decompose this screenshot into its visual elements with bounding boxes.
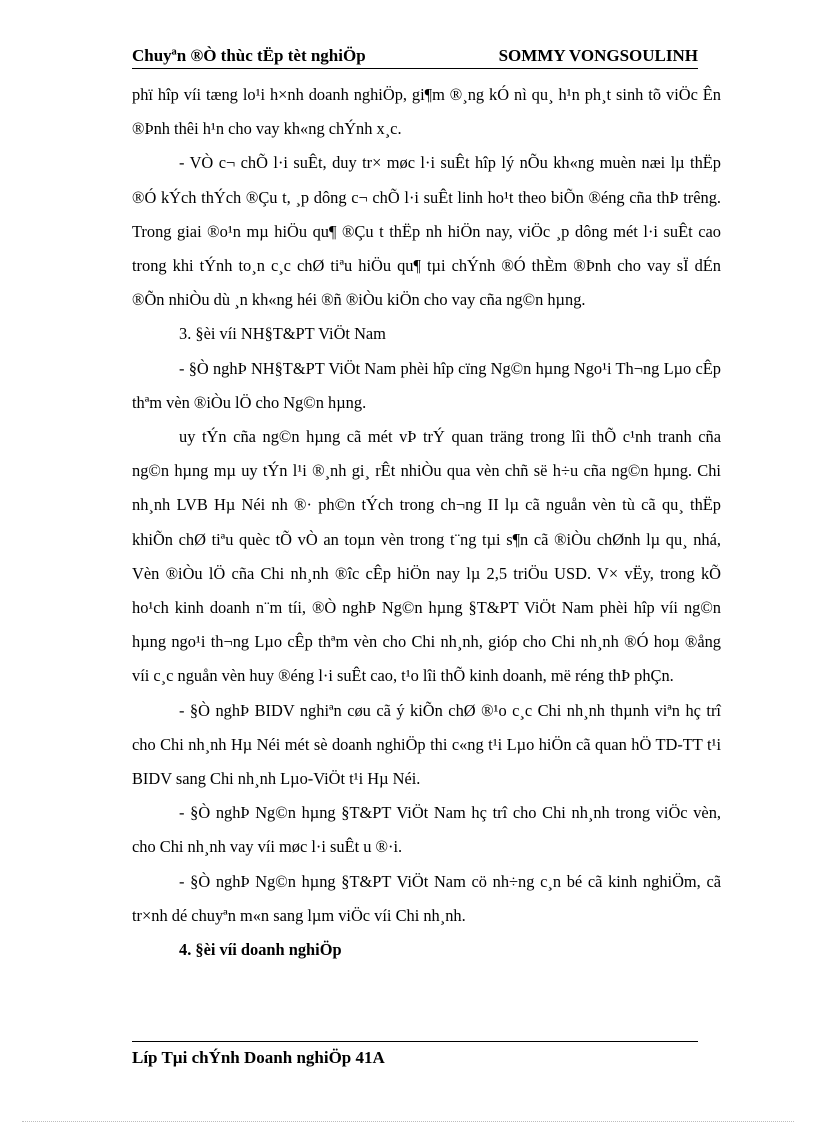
header-title: Chuyªn ®Ò thùc tËp tèt nghiÖp	[132, 46, 366, 65]
paragraph-staff-proposal: - §Ò nghÞ Ng©n hµng §T&PT ViÖt Nam cö nh÷ng c¸n bé cã kinh nghiÖm, cã tr×nh dé chuyªn m«n sang lµm viÖc víi Chi nh¸nh.	[132, 871, 721, 925]
section-heading-3: 3. §èi víi NH§T&PT ViÖt Nam	[179, 324, 386, 344]
paragraph-continuation: phï hîp víi tæng lo¹i h×nh doanh nghiÖp, gi¶m ®¸ng kÓ nì qu¸ h¹n ph¸t sinh tõ viÖc Ên ®Þnh thêi h¹n cho vay kh«ng chÝnh x¸c.	[132, 85, 721, 139]
paragraph-bidv-proposal: - §Ò nghÞ BIDV nghiªn cøu cã ý kiÕn chØ ®¹o c¸c Chi nh¸nh thµnh viªn hç trî cho Chi nh¸nh Hµ Néi mét sè doanh nghiÖp thi c«ng t¹i Lµo hiÖn cã quan hÖ TD-TT t¹i BIDV sang Chi nh¸nh Lµo-ViÖt t¹i Hµ Néi.	[132, 700, 721, 789]
section-heading-4: 4. §èi víi doanh nghiÖp	[179, 940, 342, 960]
page-header	[132, 42, 698, 69]
paragraph-capital-proposal: - §Ò nghÞ NH§T&PT ViÖt Nam phèi hîp cïng Ng©n hµng Ngo¹i Th¬ng Lµo cÊp thªm vèn ®iÒu lÖ cho Ng©n hµng.	[132, 358, 721, 412]
paragraph-bank-reputation: uy tÝn cña ng©n hµng cã mét vÞ trÝ quan träng trong lîi thÕ c¹nh tranh cña ng©n hµng mµ uy tÝn l¹i ®¸nh gi¸ rÊt nhiÒu qua vèn chñ së h÷u cña ng©n hµng. Chi nh¸nh LVB Hµ Néi nh ®· ph©n tÝch trong ch¬ng II lµ cã nguån vèn tù cã qu¸ thËp khiÕn chØ tiªu quèc tÕ vÒ an toµn vèn trong t¨ng tµi s¶n cã ®iÒu chØnh lµ qu¸ nhá, Vèn ®iÒu lÖ cña Chi nh¸nh ®îc cÊp hiÖn nay lµ 2,5 triÖu USD. V× vËy, trong kÕ ho¹ch kinh doanh n¨m tíi, ®Ò nghÞ Ng©n hµng §T&PT ViÖt Nam phèi hîp víi ng©n hµng ngo¹i th¬ng Lµo cÊp thªm vèn cho Chi nh¸nh, gióp cho Chi nh¸nh ®Ó hoµ ®ång víi c¸c nguån vèn huy ®éng l·i suÊt cao, t¹o lîi thÕ kinh doanh, më réng thÞ phÇn.	[132, 427, 721, 686]
page-edge-dotted-line	[22, 1121, 794, 1122]
paragraph-preferential-rate: - §Ò nghÞ Ng©n hµng §T&PT ViÖt Nam hç trî cho Chi nh¸nh trong viÖc vèn, cho Chi nh¸nh vay víi møc l·i suÊt u ®·i.	[132, 803, 721, 857]
page-footer: Líp Tµi chÝnh Doanh nghiÖp 41A	[132, 1048, 385, 1067]
document-body	[132, 78, 721, 967]
footer-divider	[132, 1041, 698, 1042]
header-author: SOMMY VONGSOULINH	[498, 46, 698, 65]
paragraph-interest-rate: - VÒ c¬ chÕ l·i suÊt, duy tr× møc l·i suÊt hîp lý nÕu kh«ng muèn næi lµ thËp ®Ó kÝch thÝch ®Çu t, ¸p dông c¬ chÕ l·i suÊt linh ho¹t theo biÕn ®éng cña thÞ trêng. Trong giai ®o¹n mµ hiÖu qu¶ ®Çu t thËp nh hiÖn nay, viÖc ¸p dông mét l·i suÊt cao trong khi tÝnh to¸n c¸c chØ tiªu hiÖu qu¶ tµi chÝnh ®Ó thÈm ®Þnh cho vay sÏ dÉn ®Õn nhiÒu dù ¸n kh«ng héi ®ñ ®iÒu kiÖn cho vay cña ng©n hµng.	[132, 153, 721, 310]
